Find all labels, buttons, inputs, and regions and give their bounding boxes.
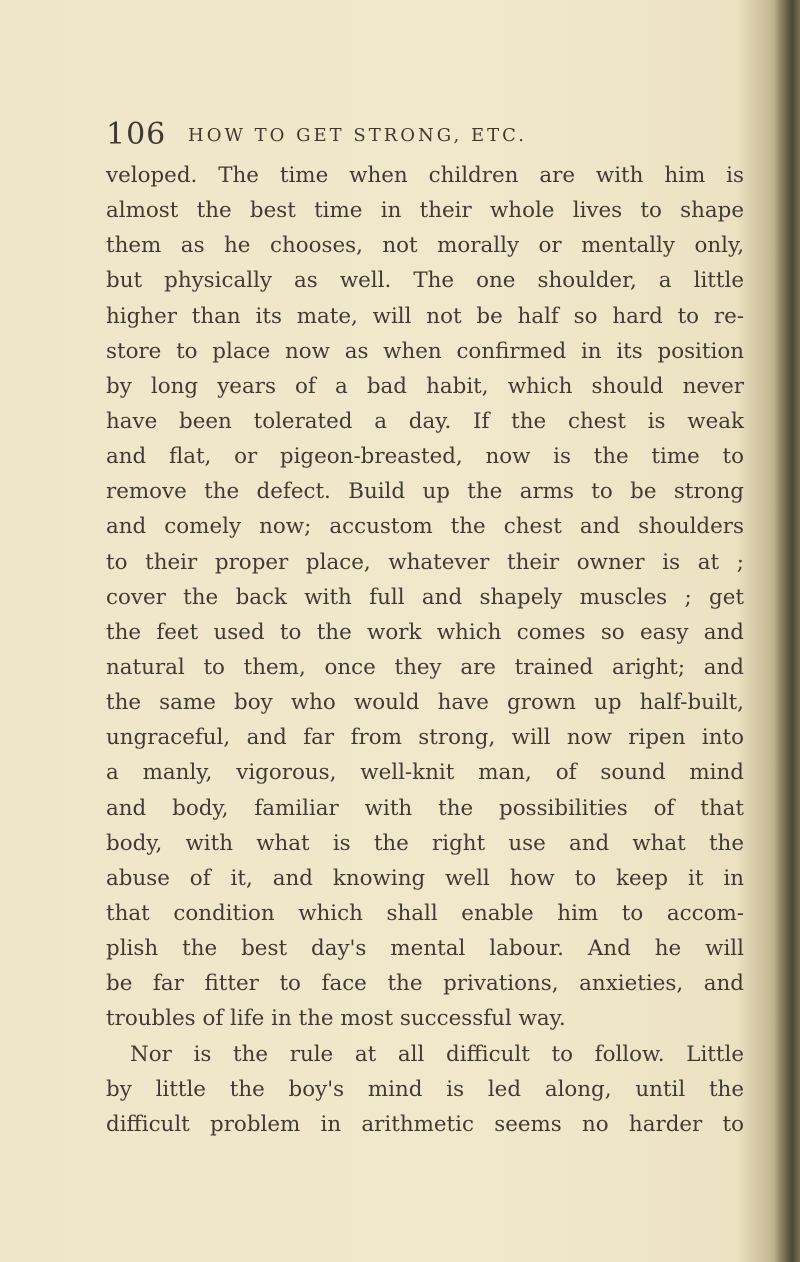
text-line: to their proper place, whatever their owner is at ; [106, 549, 744, 575]
text-line: by little the boy's mind is led along, until the [106, 1076, 744, 1102]
text-line: plish the best day's mental labour. And he will [106, 936, 744, 962]
text-line: and body, familiar with the possibilities of that [106, 795, 744, 821]
text-line: abuse of it, and knowing well how to keep it in [106, 865, 744, 891]
text-line: have been tolerated a day. If the chest is weak [106, 408, 744, 434]
text-line: that condition which shall enable him to accom- [106, 900, 744, 926]
text-line: but physically as well. The one shoulder, a little [106, 268, 744, 294]
text-line: almost the best time in their whole lives to shape [106, 198, 744, 224]
page-header [106, 118, 746, 152]
text-line: ungraceful, and far from strong, will now ripen into [106, 725, 744, 751]
text-line: troubles of life in the most successful way. [106, 1006, 566, 1032]
text-line: cover the back with full and shapely muscles ; get [106, 584, 744, 610]
text-line: the feet used to the work which comes so easy and [106, 619, 744, 645]
text-line: higher than its mate, will not be half so hard to re- [106, 303, 744, 329]
text-line: veloped. The time when children are with him is [106, 163, 744, 188]
text-line: the same boy who would have grown up half-built, [106, 690, 744, 716]
text-line: them as he chooses, not morally or mentally only, [106, 233, 744, 259]
body-text [106, 158, 744, 1142]
text-line: natural to them, once they are trained aright; and [106, 654, 744, 680]
text-line: store to place now as when confirmed in its position [106, 338, 744, 364]
text-line: by long years of a bad habit, which should never [106, 373, 744, 399]
text-line: a manly, vigorous, well-knit man, of sound mind [106, 760, 744, 786]
page-edge-shadow [774, 0, 800, 1262]
text-line: difficult problem in arithmetic seems no harder to [106, 1111, 744, 1137]
text-line: and flat, or pigeon-breasted, now is the time to [106, 444, 744, 470]
text-line: and comely now; accustom the chest and shoulders [106, 514, 744, 540]
page-number: 106 [106, 117, 167, 152]
text-line: Nor is the rule at all difficult to follow. Little [130, 1041, 744, 1067]
text-line: remove the defect. Build up the arms to be strong [106, 479, 744, 505]
text-line: be far fitter to face the privations, anxieties, and [106, 971, 744, 997]
text-line: body, with what is the right use and what the [106, 830, 744, 856]
running-title: HOW TO GET STRONG, ETC. [188, 125, 527, 146]
